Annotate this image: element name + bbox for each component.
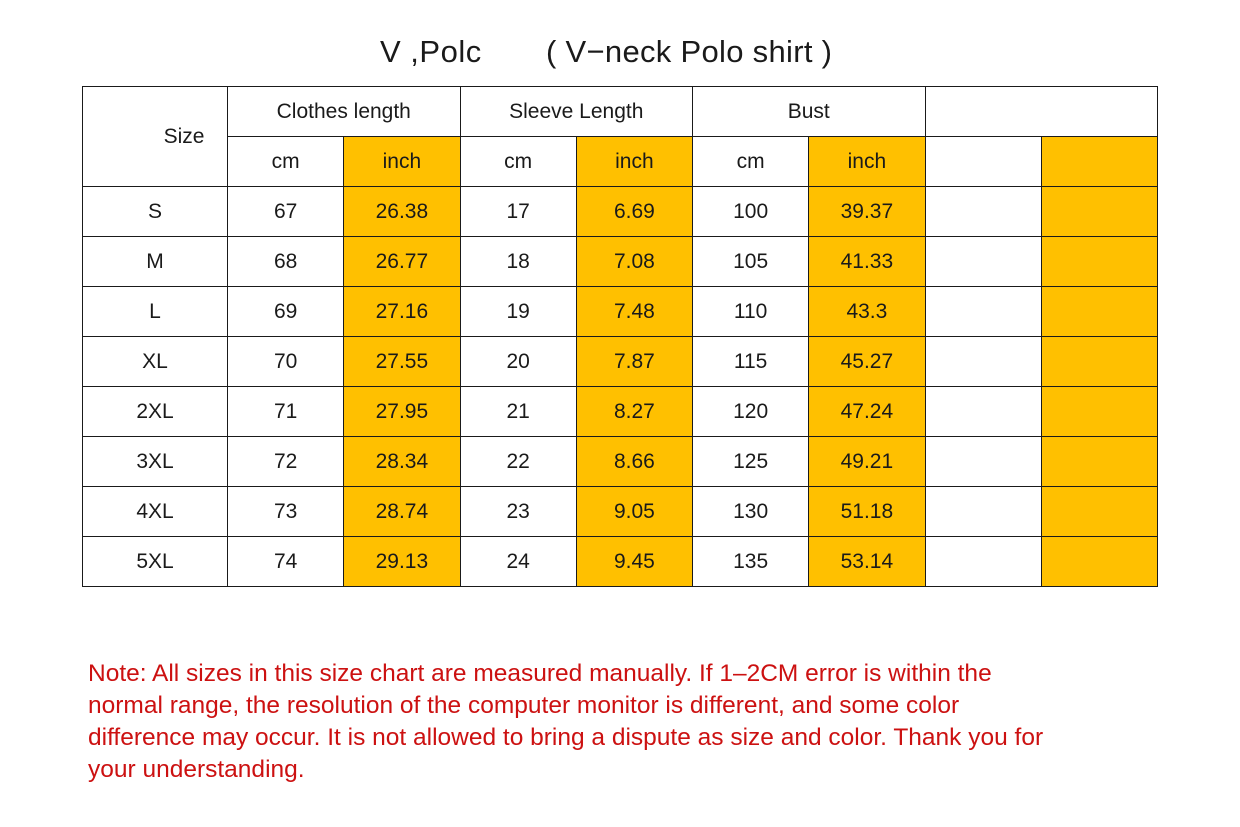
unit-header-cm: cm <box>693 137 809 187</box>
extra-cm <box>925 337 1041 387</box>
size-column-header: Size <box>83 87 228 187</box>
clothes-length-inch: 29.13 <box>344 537 460 587</box>
bust-inch: 53.14 <box>809 537 925 587</box>
sleeve-length-inch: 8.27 <box>576 387 692 437</box>
extra-cm <box>925 437 1041 487</box>
clothes-length-inch: 26.77 <box>344 237 460 287</box>
size-cell: 2XL <box>83 387 228 437</box>
note-text <box>88 658 1158 786</box>
sleeve-length-cm: 17 <box>460 187 576 237</box>
group-header-sleeve-length: Sleeve Length <box>460 87 693 137</box>
bust-inch: 45.27 <box>809 337 925 387</box>
bust-inch: 43.3 <box>809 287 925 337</box>
table-row <box>83 237 1158 287</box>
sleeve-length-inch: 7.87 <box>576 337 692 387</box>
table-row <box>83 337 1158 387</box>
extra-cm <box>925 487 1041 537</box>
bust-cm: 120 <box>693 387 809 437</box>
bust-inch: 47.24 <box>809 387 925 437</box>
extra-inch <box>1041 537 1157 587</box>
group-header-bust: Bust <box>693 87 926 137</box>
bust-cm: 135 <box>693 537 809 587</box>
bust-cm: 130 <box>693 487 809 537</box>
clothes-length-cm: 71 <box>228 387 344 437</box>
sleeve-length-inch: 7.48 <box>576 287 692 337</box>
header-row-groups <box>83 87 1158 137</box>
bust-inch: 39.37 <box>809 187 925 237</box>
sleeve-length-inch: 8.66 <box>576 437 692 487</box>
extra-inch <box>1041 487 1157 537</box>
extra-cm <box>925 387 1041 437</box>
unit-header-empty <box>925 137 1041 187</box>
note-line: difference may occur. It is not allowed to bring a dispute as size and color. Thank you for <box>88 724 1044 751</box>
extra-cm <box>925 237 1041 287</box>
unit-header-cm: cm <box>460 137 576 187</box>
sleeve-length-cm: 23 <box>460 487 576 537</box>
unit-header-cm: cm <box>228 137 344 187</box>
size-cell: 4XL <box>83 487 228 537</box>
size-cell: M <box>83 237 228 287</box>
extra-inch <box>1041 287 1157 337</box>
extra-inch <box>1041 387 1157 437</box>
header-row-units <box>83 137 1158 187</box>
extra-cm <box>925 537 1041 587</box>
sleeve-length-cm: 22 <box>460 437 576 487</box>
clothes-length-cm: 70 <box>228 337 344 387</box>
table-row <box>83 437 1158 487</box>
bust-cm: 105 <box>693 237 809 287</box>
sleeve-length-inch: 6.69 <box>576 187 692 237</box>
table-row <box>83 537 1158 587</box>
sleeve-length-cm: 18 <box>460 237 576 287</box>
size-cell: 3XL <box>83 437 228 487</box>
unit-header-inch: inch <box>576 137 692 187</box>
title-left-text: V ,Polc <box>380 34 482 69</box>
sleeve-length-cm: 24 <box>460 537 576 587</box>
bust-cm: 125 <box>693 437 809 487</box>
clothes-length-inch: 28.74 <box>344 487 460 537</box>
clothes-length-inch: 27.16 <box>344 287 460 337</box>
bust-inch: 49.21 <box>809 437 925 487</box>
unit-header-inch: inch <box>809 137 925 187</box>
extra-inch <box>1041 437 1157 487</box>
clothes-length-inch: 27.55 <box>344 337 460 387</box>
bust-inch: 51.18 <box>809 487 925 537</box>
extra-cm <box>925 187 1041 237</box>
sleeve-length-cm: 21 <box>460 387 576 437</box>
size-rows <box>83 187 1158 587</box>
note-line: Note: All sizes in this size chart are measured manually. If 1–2CM error is within the <box>88 660 992 687</box>
clothes-length-inch: 27.95 <box>344 387 460 437</box>
sleeve-length-cm: 20 <box>460 337 576 387</box>
clothes-length-cm: 73 <box>228 487 344 537</box>
size-cell: XL <box>83 337 228 387</box>
page-title <box>0 30 1240 76</box>
note-line: normal range, the resolution of the computer monitor is different, and some color <box>88 692 960 719</box>
size-cell: 5XL <box>83 537 228 587</box>
clothes-length-cm: 69 <box>228 287 344 337</box>
bust-cm: 110 <box>693 287 809 337</box>
table-row <box>83 287 1158 337</box>
sleeve-length-inch: 9.45 <box>576 537 692 587</box>
clothes-length-cm: 72 <box>228 437 344 487</box>
size-chart-table <box>82 86 1158 587</box>
clothes-length-cm: 67 <box>228 187 344 237</box>
clothes-length-inch: 26.38 <box>344 187 460 237</box>
clothes-length-inch: 28.34 <box>344 437 460 487</box>
extra-inch <box>1041 337 1157 387</box>
extra-inch <box>1041 237 1157 287</box>
bust-inch: 41.33 <box>809 237 925 287</box>
sleeve-length-cm: 19 <box>460 287 576 337</box>
clothes-length-cm: 68 <box>228 237 344 287</box>
extra-inch <box>1041 187 1157 237</box>
extra-cm <box>925 287 1041 337</box>
group-header-clothes-length: Clothes length <box>228 87 461 137</box>
sleeve-length-inch: 9.05 <box>576 487 692 537</box>
table-row <box>83 487 1158 537</box>
unit-header-inch: inch <box>344 137 460 187</box>
group-header-empty <box>925 87 1158 137</box>
bust-cm: 100 <box>693 187 809 237</box>
table-row <box>83 187 1158 237</box>
sleeve-length-inch: 7.08 <box>576 237 692 287</box>
unit-header-empty-highlight <box>1041 137 1157 187</box>
table-row <box>83 387 1158 437</box>
note-line: your understanding. <box>88 756 305 783</box>
bust-cm: 115 <box>693 337 809 387</box>
title-right-text: ( V−neck Polo shirt ) <box>546 34 833 69</box>
size-cell: S <box>83 187 228 237</box>
clothes-length-cm: 74 <box>228 537 344 587</box>
size-cell: L <box>83 287 228 337</box>
